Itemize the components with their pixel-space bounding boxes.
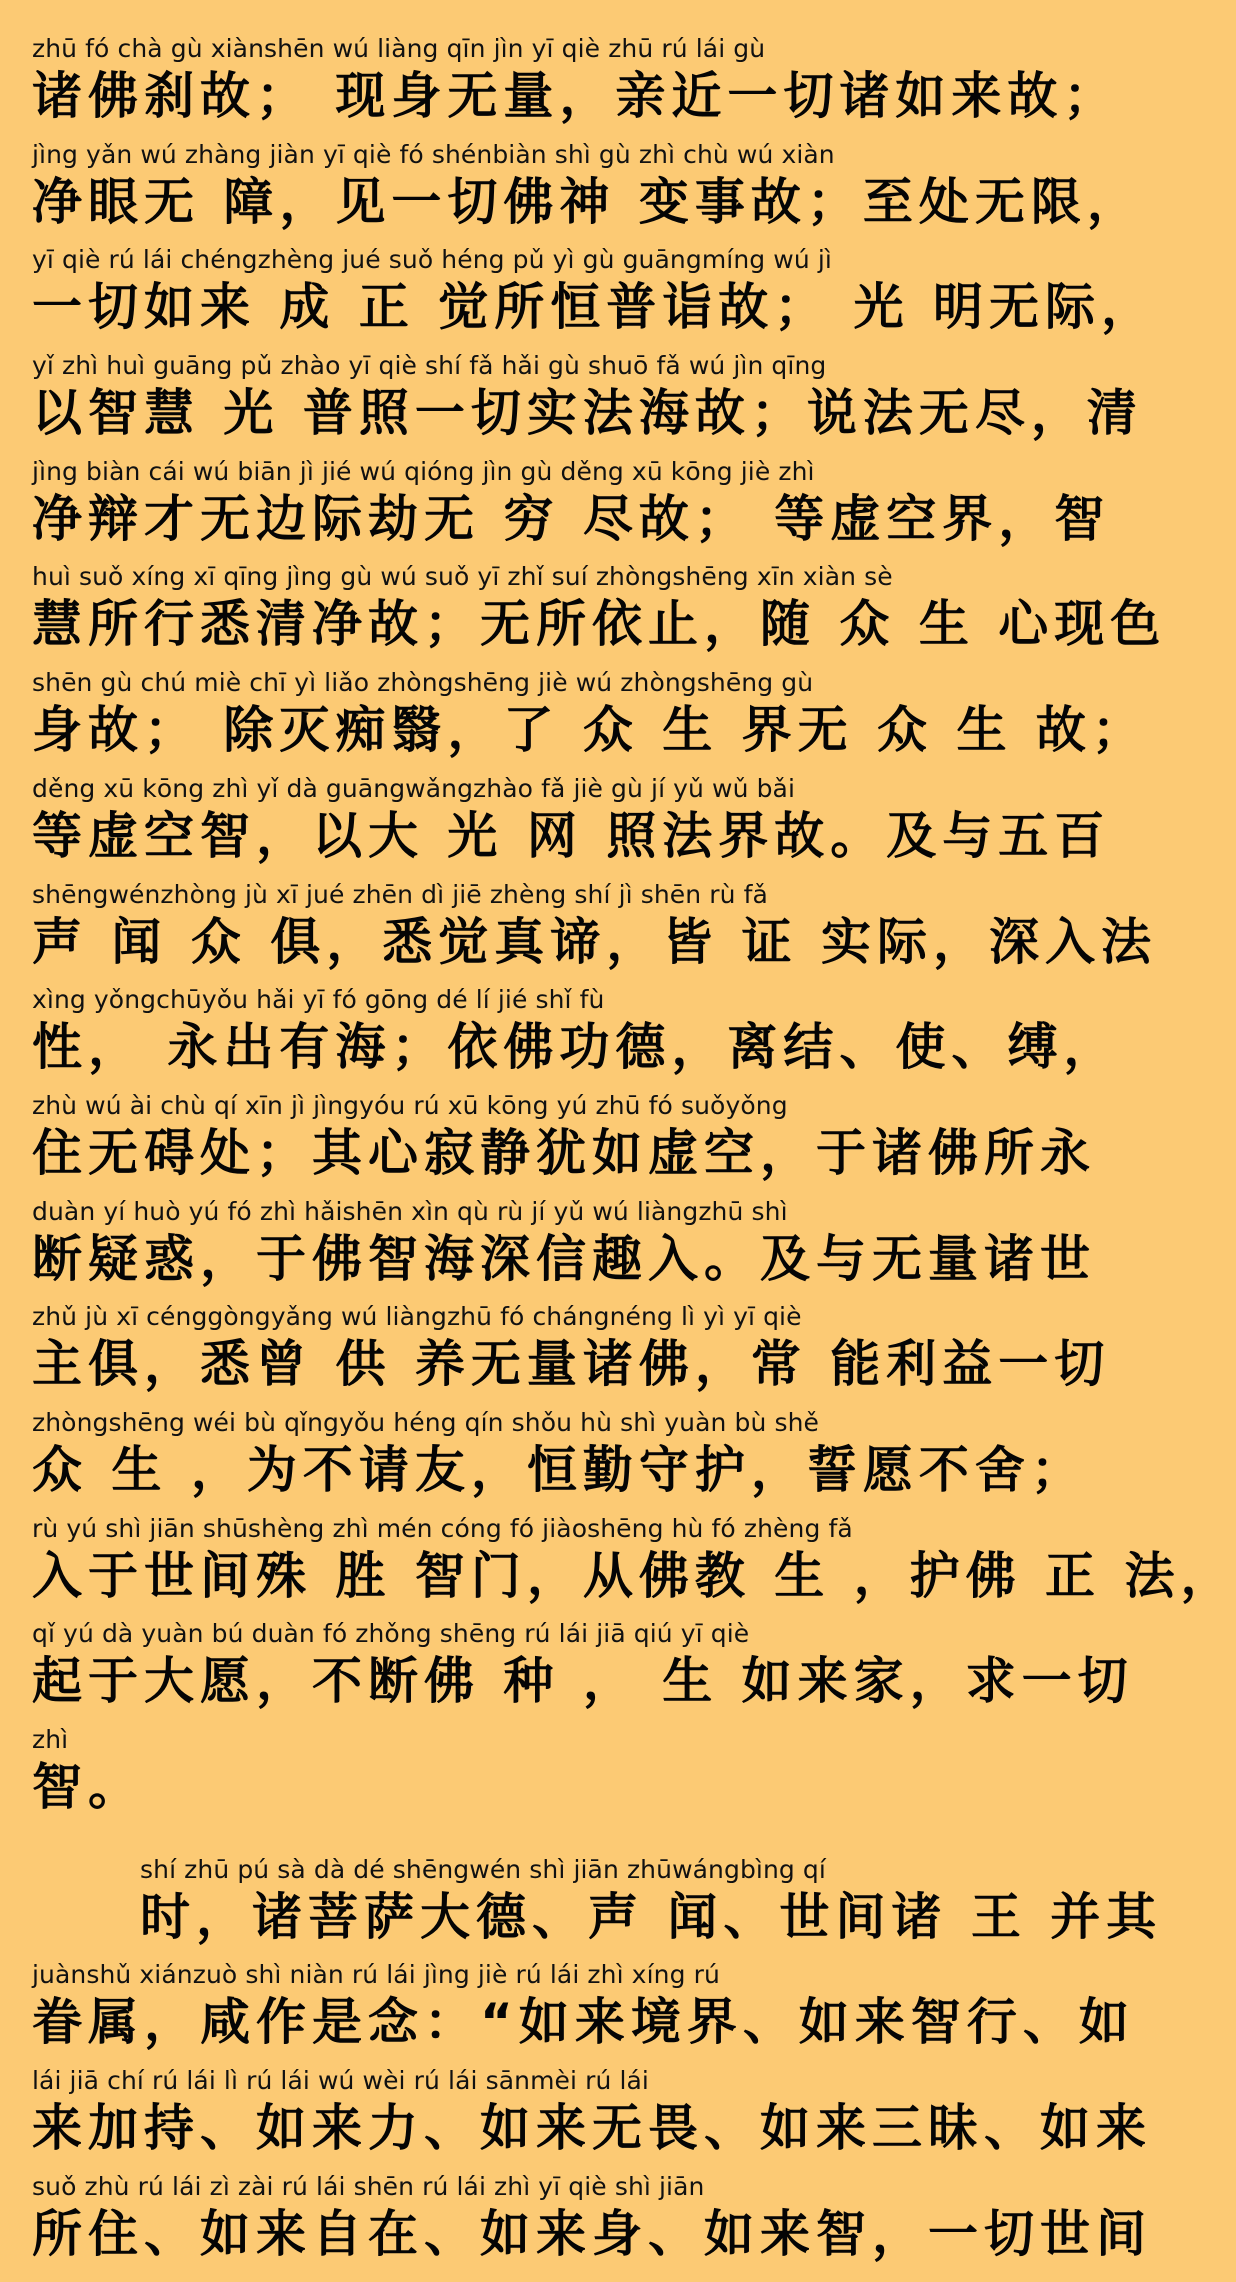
hanzi-line: 断疑惑，于佛智海深信趣入。及与无量诸世 <box>32 1229 1096 1288</box>
text-line <box>32 668 1148 774</box>
pinyin-line: shí zhū pú sà dà dé shēngwén shì jiān zhūwángbìng qí <box>140 1854 826 1884</box>
pinyin-line: jìng biàn cái wú biān jì jié wú qióng jìn gù děng xū kōng jiè zhì <box>32 456 815 486</box>
pinyin-line: jìng yǎn wú zhàng jiàn yī qiè fó shénbiàn shì gù zhì chù wú xiàn <box>32 139 835 169</box>
pinyin-line: zhū fó chà gù xiànshēn wú liàng qīn jìn yī qiè zhū rú lái gù <box>32 34 766 63</box>
hanzi-line: 住无碍处；其心寂静犹如虚空，于诸佛所永 <box>32 1123 1096 1182</box>
hanzi-line: 等虚空智，以大 光 网 照法界故。及与五百 <box>32 806 1111 865</box>
pinyin-line: xìng yǒngchūyǒu hǎi yī fó gōng dé lí jié shǐ fù <box>32 985 605 1015</box>
pinyin-line: shēn gù chú miè chī yì liǎo zhòngshēng jiè wú zhòngshēng gù <box>32 668 814 698</box>
hanzi-line: 主俱，悉曾 供 养无量诸佛，常 能利益一切 <box>32 1335 1111 1394</box>
text-line <box>32 1619 1134 1725</box>
pinyin-line: děng xū kōng zhì yǐ dà guāngwǎngzhào fǎ jiè gù jí yǔ wǔ bǎi <box>32 773 796 803</box>
pinyin-line: zhǔ jù xī cénggòngyǎng wú liàngzhū fó chángnéng lì yì yī qiè <box>32 1302 802 1332</box>
hanzi-line: 智。 <box>32 1758 144 1816</box>
text-line <box>32 139 1143 246</box>
hanzi-line: 眷属，咸作是念：“如来境界、如来智行、如 <box>32 1993 1135 2052</box>
hanzi-line: 净辩才无边际劫无 穷 尽故； 等虚空界，智 <box>32 489 1111 548</box>
hanzi-line: 众 生 ，为不请友，恒勤守护，誓愿不舍； <box>32 1440 1087 1499</box>
text-line <box>32 2171 1152 2278</box>
paragraph-spacer <box>32 1831 1056 1855</box>
hanzi-line: 净眼无 障，见一切佛神 变事故；至处无限， <box>32 172 1143 231</box>
text-line <box>32 1725 1056 1831</box>
pinyin-line: juànshǔ xiánzuò shì niàn rú lái jìng jiè rú lái zhì xíng rú <box>32 1960 720 1990</box>
hanzi-line: 身故； 除灭痴翳，了 众 生 界无 众 生 故； <box>32 701 1148 760</box>
text-line <box>32 1302 1111 1408</box>
text-line <box>32 2066 1152 2172</box>
hanzi-line: 性， 永出有海；依佛功德，离结、使、缚， <box>32 1018 1120 1077</box>
pinyin-line: zhì <box>32 1725 69 1754</box>
hanzi-line: 一切如来 成 正 觉所恒普诣故； 光 明无际， <box>32 278 1158 337</box>
text-line <box>32 985 1120 1091</box>
hanzi-line: 慧所行悉清净故；无所依止，随 众 生 心现色 <box>32 595 1167 654</box>
text-line <box>32 351 1143 457</box>
pinyin-line: yī qiè rú lái chéngzhèng jué suǒ héng pǔ yì gù guāngmíng wú jì <box>32 245 832 275</box>
hanzi-line: 诸佛刹故； 现身无量，亲近一切诸如来故； <box>32 67 1120 125</box>
text-line <box>32 456 1111 563</box>
pinyin-line: lái jiā chí rú lái lì rú lái wú wèi rú lái sānmèi rú lái <box>32 2066 649 2096</box>
text-line <box>32 1090 1096 1197</box>
pinyin-line: zhù wú ài chù qí xīn jì jìngyóu rú xū kōng yú zhū fó suǒyǒng <box>32 1090 788 1120</box>
text-line <box>32 1196 1096 1303</box>
text-line <box>32 773 1111 880</box>
hanzi-line: 时，诸菩萨大德、声 闻、世间诸 王 并其 <box>140 1887 1163 1946</box>
text-line <box>32 1854 1163 1961</box>
text-line <box>32 1513 1236 1620</box>
hanzi-line: 所住、如来自在、如来身、如来智，一切世间 <box>32 2204 1152 2263</box>
pinyin-line: zhòngshēng wéi bù qǐngyǒu héng qín shǒu hù shì yuàn bù shě <box>32 1407 819 1437</box>
pinyin-line: shēngwénzhòng jù xī jué zhēn dì jiē zhèng shí jì shēn rù fǎ <box>32 879 768 909</box>
pinyin-line: rù yú shì jiān shūshèng zhì mén cóng fó jiàoshēng hù fó zhèng fǎ <box>32 1513 853 1543</box>
text-line <box>32 245 1158 351</box>
pinyin-line: qǐ yú dà yuàn bú duàn fó zhǒng shēng rú lái jiā qiú yī qiè <box>32 1619 750 1649</box>
pinyin-line: yǐ zhì huì guāng pǔ zhào yī qiè shí fǎ hǎi gù shuō fǎ wú jìn qīng <box>32 351 827 381</box>
hanzi-line: 起于大愿，不断佛 种 ， 生 如来家，求一切 <box>32 1652 1134 1711</box>
text-line <box>32 1407 1087 1514</box>
hanzi-line: 入于世间殊 胜 智门，从佛教 生 ，护佛 正 法， <box>32 1546 1236 1605</box>
text-line <box>32 1960 1135 2066</box>
text-line <box>32 879 1158 986</box>
text-line <box>32 562 1167 668</box>
hanzi-line: 来加持、如来力、如来无畏、如来三昧、如来 <box>32 2099 1152 2158</box>
hanzi-line: 声 闻 众 俱，悉觉真谛，皆 证 实际，深入法 <box>32 912 1158 971</box>
hanzi-line: 以智慧 光 普照一切实法海故；说法无尽，清 <box>32 384 1143 443</box>
pinyin-line: duàn yí huò yú fó zhì hǎishēn xìn qù rù jí yǔ wú liàngzhū shì <box>32 1196 788 1226</box>
pinyin-line: suǒ zhù rú lái zì zài rú lái shēn rú lái zhì yī qiè shì jiān <box>32 2171 705 2201</box>
pinyin-line: huì suǒ xíng xī qīng jìng gù wú suǒ yī zhǐ suí zhòngshēng xīn xiàn sè <box>32 562 893 592</box>
text-line <box>32 34 1120 140</box>
